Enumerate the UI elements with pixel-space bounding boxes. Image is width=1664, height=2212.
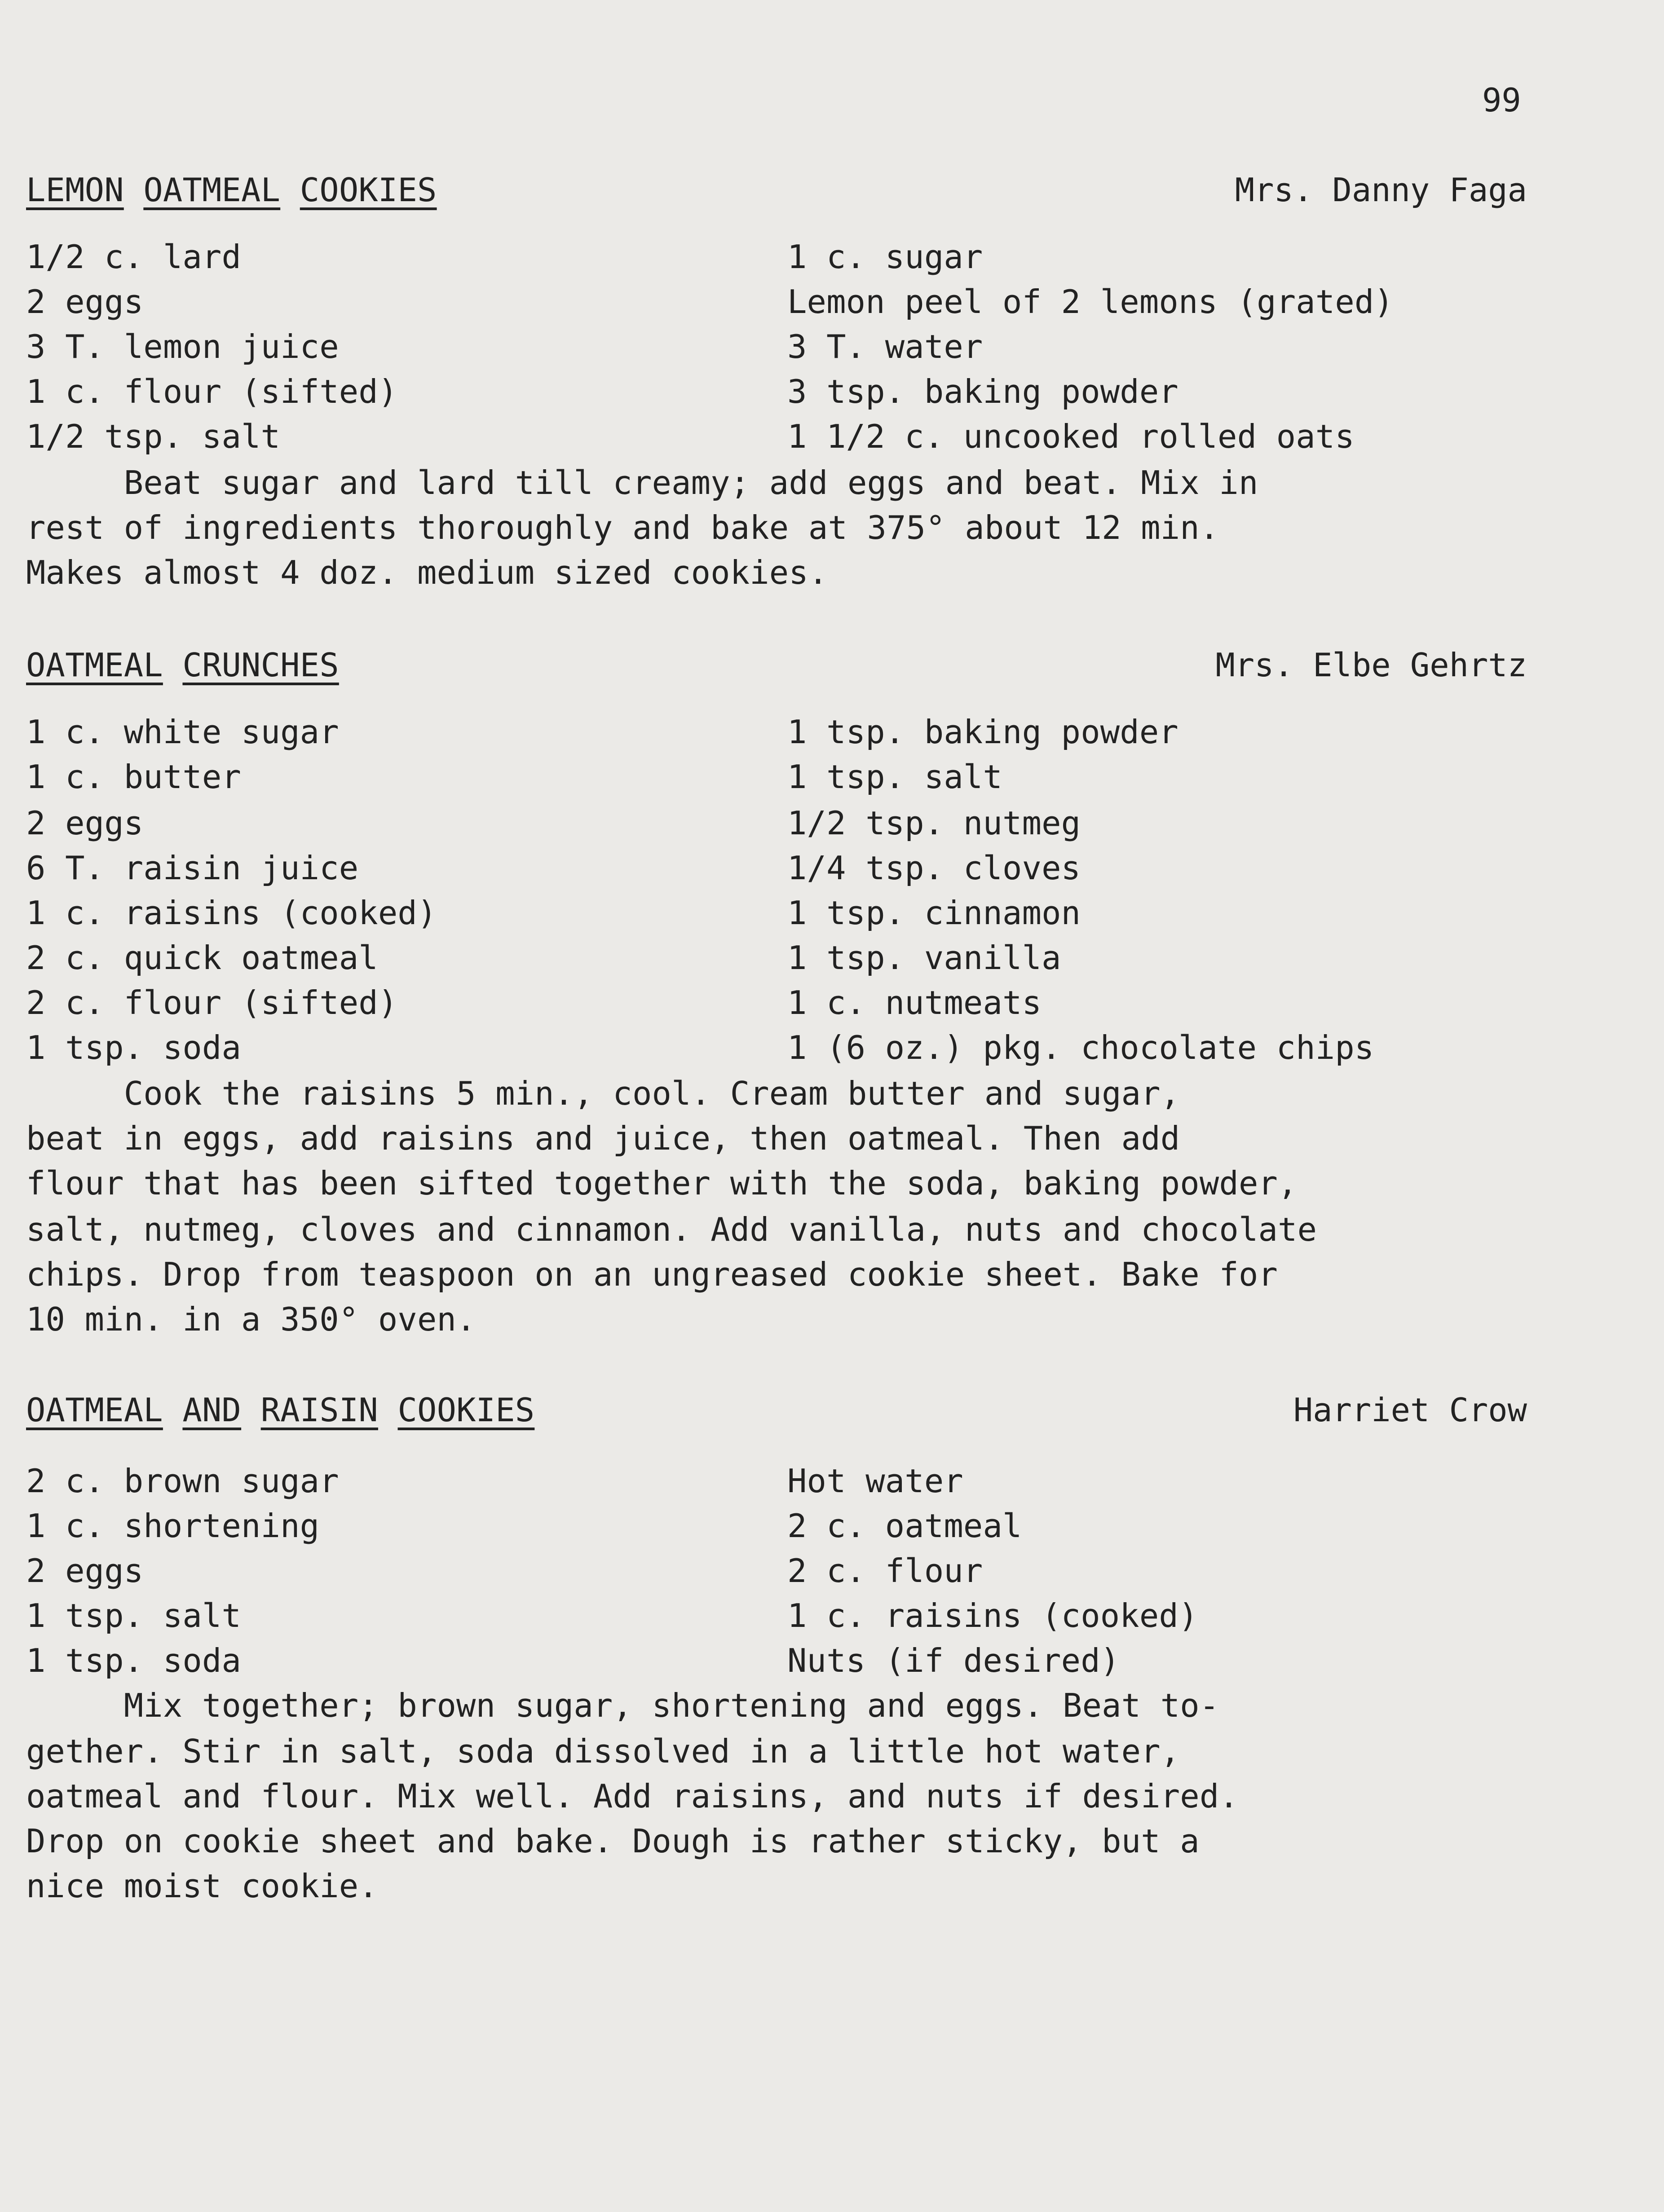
directions-line: oatmeal and flour. Mix well. Add raisins, and nuts if desired. <box>26 1777 1239 1815</box>
title-word: OATMEAL <box>26 646 163 684</box>
recipe-author: Harriet Crow <box>1293 1391 1527 1429</box>
ingredient-left: 1 c. white sugar <box>26 713 339 751</box>
title-word: AND <box>182 1391 242 1429</box>
ingredient-right: Hot water <box>787 1462 963 1500</box>
ingredient-right: 3 T. water <box>787 328 983 366</box>
ingredient-right: 1 c. raisins (cooked) <box>787 1597 1198 1635</box>
ingredient-left: 6 T. raisin juice <box>26 849 359 887</box>
ingredient-left: 2 eggs <box>26 1552 144 1590</box>
directions-line: Mix together; brown sugar, shortening and eggs. Beat to- <box>26 1687 1219 1724</box>
page-number: 99 <box>1482 81 1521 119</box>
directions-line: gether. Stir in salt, soda dissolved in a little hot water, <box>26 1732 1180 1770</box>
ingredient-left: 1 c. butter <box>26 758 242 796</box>
directions-line: nice moist cookie. <box>26 1867 378 1905</box>
ingredient-left: 2 eggs <box>26 283 144 321</box>
ingredient-left: 2 c. brown sugar <box>26 1462 339 1500</box>
ingredient-left: 1 c. raisins (cooked) <box>26 894 437 932</box>
directions-line: beat in eggs, add raisins and juice, then oatmeal. Then add <box>26 1119 1180 1157</box>
ingredient-left: 1 c. flour (sifted) <box>26 373 398 410</box>
ingredient-left: 1/2 c. lard <box>26 238 242 276</box>
ingredient-right: 1 1/2 c. uncooked rolled oats <box>787 418 1355 455</box>
recipe-author: Mrs. Elbe Gehrtz <box>1215 646 1527 684</box>
directions-line: Makes almost 4 doz. medium sized cookies. <box>26 554 828 591</box>
ingredient-right: 2 c. oatmeal <box>787 1507 1022 1545</box>
ingredient-right: 1 c. nutmeats <box>787 984 1042 1022</box>
ingredient-left: 3 T. lemon juice <box>26 328 339 366</box>
ingredient-right: 1/2 tsp. nutmeg <box>787 804 1081 842</box>
directions-line: Cook the raisins 5 min., cool. Cream butter and sugar, <box>26 1075 1180 1112</box>
ingredient-right: 1 tsp. baking powder <box>787 713 1178 751</box>
title-word: RAISIN <box>260 1391 378 1429</box>
ingredient-right: 3 tsp. baking powder <box>787 373 1178 410</box>
recipe-title <box>26 170 437 210</box>
ingredient-left: 1 tsp. soda <box>26 1642 242 1679</box>
ingredient-right: 1 tsp. cinnamon <box>787 894 1081 932</box>
directions-line: rest of ingredients thoroughly and bake at 375° about 12 min. <box>26 509 1219 546</box>
title-word: OATMEAL <box>26 1391 163 1429</box>
ingredient-left: 1/2 tsp. salt <box>26 418 281 455</box>
directions-line: chips. Drop from teaspoon on an ungreased cookie sheet. Bake for <box>26 1256 1278 1293</box>
ingredient-right: 1 tsp. salt <box>787 758 1003 796</box>
title-word: COOKIES <box>300 171 437 209</box>
recipe-author: Mrs. Danny Faga <box>1235 171 1527 209</box>
directions-line: 10 min. in a 350° oven. <box>26 1300 476 1338</box>
title-word: LEMON <box>26 171 124 209</box>
ingredient-left: 2 c. flour (sifted) <box>26 984 398 1022</box>
ingredient-left: 2 c. quick oatmeal <box>26 939 378 977</box>
ingredient-right: 1 c. sugar <box>787 238 983 276</box>
directions-line: flour that has been sifted together with the soda, baking powder, <box>26 1164 1298 1202</box>
recipe-title <box>26 645 339 685</box>
ingredient-left: 1 tsp. soda <box>26 1029 242 1066</box>
title-word: COOKIES <box>397 1391 535 1429</box>
directions-line: Beat sugar and lard till creamy; add eggs and beat. Mix in <box>26 464 1258 502</box>
ingredient-left: 2 eggs <box>26 804 144 842</box>
title-word: OATMEAL <box>143 171 281 209</box>
ingredient-right: Nuts (if desired) <box>787 1642 1120 1679</box>
ingredient-left: 1 tsp. salt <box>26 1597 242 1635</box>
ingredient-right: 1 tsp. vanilla <box>787 939 1061 977</box>
ingredient-right: Lemon peel of 2 lemons (grated) <box>787 283 1394 321</box>
directions-line: salt, nutmeg, cloves and cinnamon. Add vanilla, nuts and chocolate <box>26 1211 1317 1248</box>
ingredient-right: 1/4 tsp. cloves <box>787 849 1081 887</box>
directions-line: Drop on cookie sheet and bake. Dough is rather sticky, but a <box>26 1822 1200 1860</box>
ingredient-right: 1 (6 oz.) pkg. chocolate chips <box>787 1029 1374 1066</box>
ingredient-left: 1 c. shortening <box>26 1507 320 1545</box>
title-word: CRUNCHES <box>182 646 339 684</box>
recipe-title <box>26 1390 534 1430</box>
ingredient-right: 2 c. flour <box>787 1552 983 1590</box>
